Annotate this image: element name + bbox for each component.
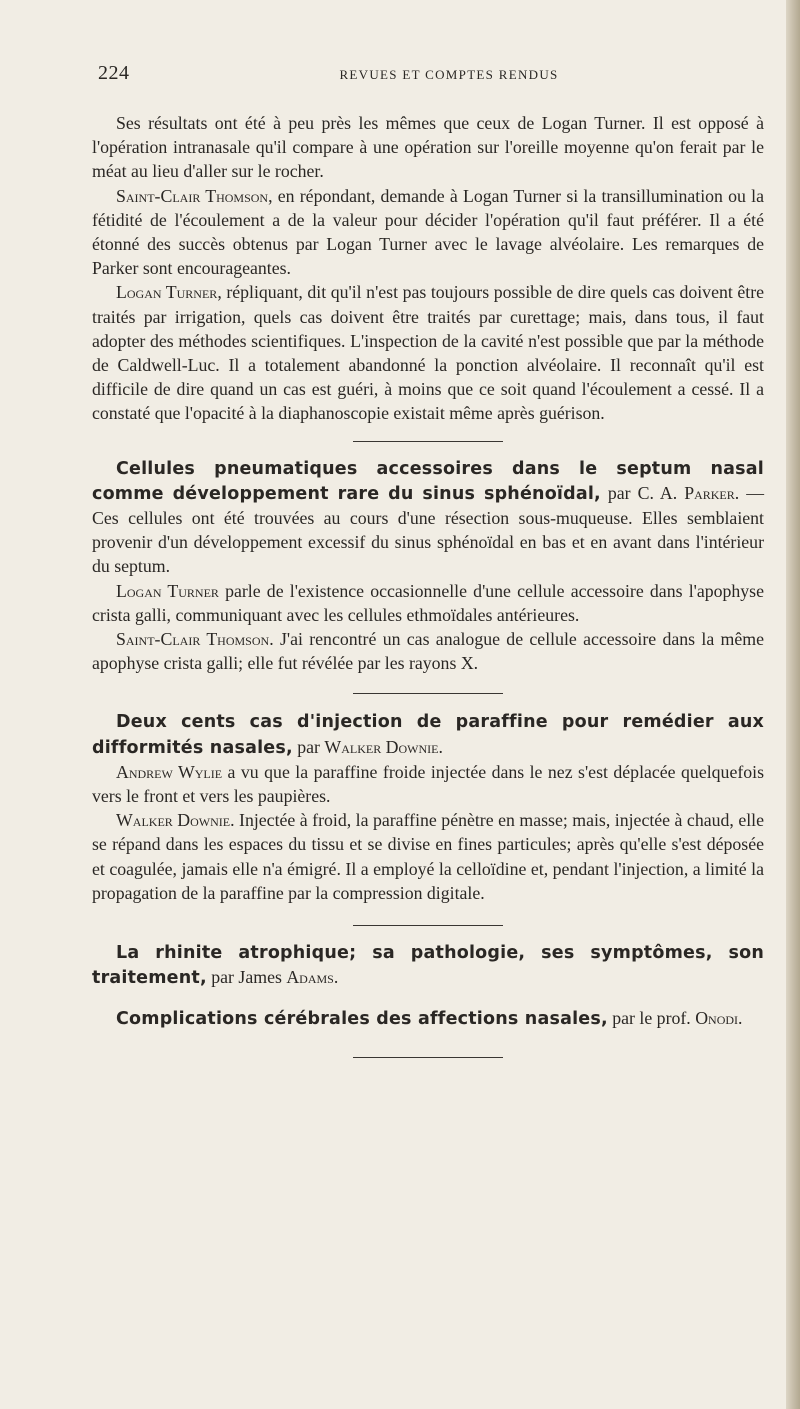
section-4-title: Complications cérébrales des affections nasales, xyxy=(116,1008,608,1029)
paragraph-text: , en répondant, demande à Logan Turner si la transillumination ou la fétidité de l'écoulement a de la valeur pour décider l'opération qu'il faut préférer. Il a été étonné des succès obtenus par Logan Turner avec le lavage alvéolaire. Les remarques de Parker sont encourageantes. xyxy=(92,185,764,279)
paragraph-text: a vu que la paraffine froide injectée dans le nez s'est déplacée quelquefois vers le front et vers les paupières. xyxy=(92,761,765,807)
section-divider xyxy=(353,925,503,926)
byline: par C. A. xyxy=(600,482,685,503)
section-2-paragraph: Deux cents cas d'injection de paraffine pour remédier aux difformités nasales, par Walker Downie. xyxy=(92,712,764,758)
author-name: Onodi xyxy=(695,1007,739,1028)
speaker-name: Saint-Clair Thomson xyxy=(116,629,270,650)
byline: par le prof. xyxy=(607,1007,696,1028)
intro-paragraph-1: Ses résultats ont été à peu près les mêmes que ceux de Logan Turner. Il est opposé à l'opération intranasale qu'il compare à une opération sur l'oreille moyenne qu'on ferait par le méat au lieu d'aller sur le rocher. xyxy=(92,113,764,182)
speaker-name: Saint-Clair Thomson xyxy=(116,185,269,206)
section-1-discussion-1 xyxy=(92,579,764,627)
spacer xyxy=(92,991,764,1006)
paragraph-text: . Injectée à froid, la paraffine pénètre en masse; mais, injectée à chaud, elle se répand dans les espaces du tissu et se divise en fines particules; après qu'elle s'est déposée et coagulée, jamais elle n'a émigré. Il a employé la celloïdine et, pendant l'injection, a limité la propagation de la paraffine par la compression digitale. xyxy=(92,810,764,903)
section-1-paragraph xyxy=(92,456,764,579)
running-head: REVUES ET COMPTES RENDUS xyxy=(339,67,559,82)
paragraph-text: , répliquant, dit qu'il n'est pas toujours possible de dire quels cas doivent être traités par irrigation, quels cas doivent être traités par curettage; mais, dans tous, il faut adopter des méthodes scientifiques. L'inspection de la cavité n'est possible que par la méthode de Caldwell-Luc. Il a totalement abandonné la ponction alvéolaire. Il reconnaît qu'il est difficile de dire quand un cas est guéri, à moins que ce soit quand l'écoulement a cessé. Il a constaté que l'opacité à la diaphanoscopie existait même après guérison. xyxy=(92,282,765,424)
section-1-discussion-2 xyxy=(92,627,764,675)
byline: par James xyxy=(206,967,287,988)
section-1-title: Cellules pneumatiques accessoires dans le septum nasal comme développement rare du sinus sphénoïdal, xyxy=(92,458,764,504)
intro-paragraph-3 xyxy=(92,280,764,425)
section-2-discussion-1 xyxy=(92,760,764,808)
section-3-paragraph: La rhinite atrophique; sa pathologie, ses symptômes, son traitement, par James Adams. xyxy=(92,943,764,989)
paragraph-text: parle de l'existence occasionnelle d'une cellule accessoire dans l'apophyse crista galli, communiquant avec les cellules ethmoïdales antérieures. xyxy=(92,580,764,625)
paragraph-text: . J'ai rencontré un cas analogue de cellule accessoire dans la même apophyse crista galli; elle fut révélée par les rayons X. xyxy=(92,629,764,674)
section-3-title: La rhinite atrophique; sa pathologie, ses symptômes, son traitement, xyxy=(92,943,764,989)
intro-paragraph-2 xyxy=(92,184,764,281)
page-number: 224 xyxy=(98,62,130,84)
section-divider xyxy=(353,693,503,694)
section-2-title: Deux cents cas d'injection de paraffine pour remédier aux difformités nasales, xyxy=(92,712,764,758)
page-body xyxy=(92,111,764,1058)
author-name: Parker xyxy=(684,482,735,503)
author-name: Adams xyxy=(286,967,334,988)
paragraph-text: . — Ces cellules ont été trouvées au cours d'une résection sous-muqueuse. Elles semblaient provenir d'un développement excessif du sinus sphénoïdal en bas et en avant dans l'intérieur du septum. xyxy=(92,482,764,577)
page-header xyxy=(98,62,760,90)
page-edge-shadow xyxy=(786,0,800,1409)
speaker-name: Logan Turner xyxy=(116,580,219,601)
author-name: Walker Downie xyxy=(324,736,439,757)
speaker-name: Andrew Wylie xyxy=(116,761,223,782)
speaker-name: Walker Downie xyxy=(116,810,231,831)
section-divider xyxy=(353,1057,503,1058)
section-4-paragraph: Complications cérébrales des affections nasales, par le prof. Onodi. xyxy=(116,1007,743,1029)
byline: par xyxy=(292,736,325,757)
section-2-discussion-2 xyxy=(92,808,764,905)
section-divider xyxy=(353,441,503,442)
speaker-name: Logan Turner xyxy=(116,282,218,303)
